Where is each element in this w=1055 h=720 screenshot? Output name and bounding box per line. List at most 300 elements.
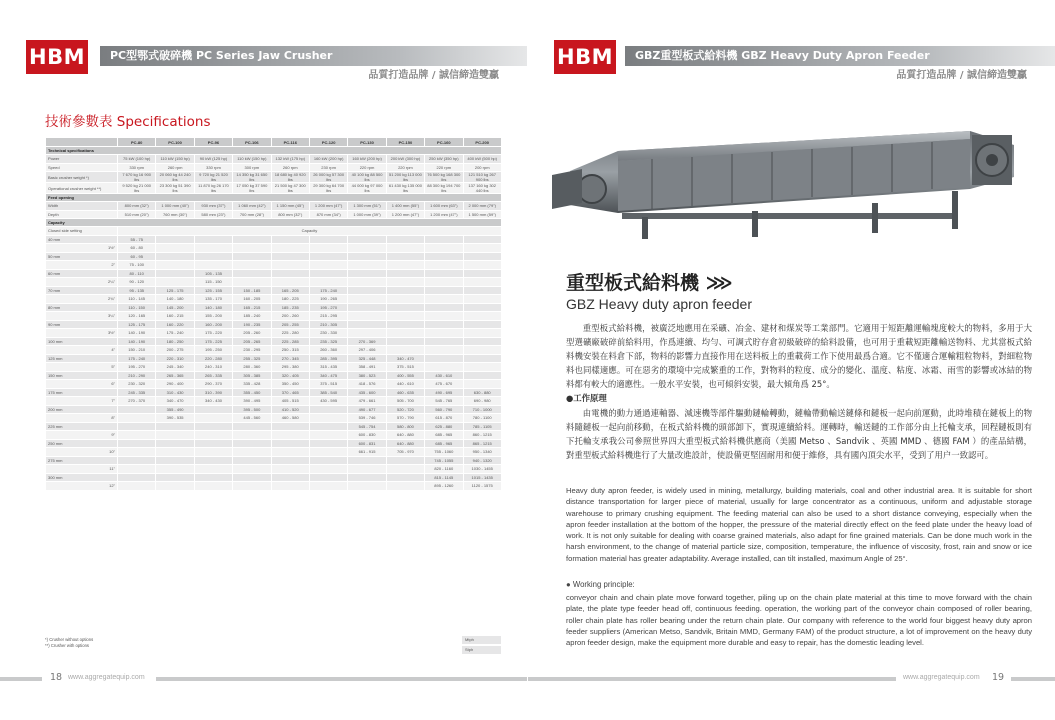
table-cell [463, 320, 501, 329]
table-cell: 410 - 520 [271, 405, 309, 414]
table-cell: 9 520 kg 21 000 lbs [118, 183, 156, 194]
table-cell [309, 439, 347, 448]
table-cell [463, 346, 501, 355]
table-cell: 430 - 595 [309, 397, 347, 406]
slogan: 品質打造品牌 / 誠信締造雙贏 [368, 70, 499, 81]
table-notes [45, 637, 93, 649]
table-cell: 290 - 370 [194, 380, 232, 389]
table-row [46, 388, 502, 397]
table-cell [118, 431, 156, 440]
table-cell [425, 235, 463, 244]
table-cell: 95 - 135 [118, 286, 156, 295]
table-cell [348, 329, 386, 338]
table-header-row [46, 138, 502, 147]
table-cell: 405 - 515 [271, 397, 309, 406]
table-cell [463, 329, 501, 338]
table-cell: 230 - 330 [309, 329, 347, 338]
row-label: 70 mm [46, 286, 118, 295]
table-cell: 479 - 661 [348, 397, 386, 406]
table-cell: 205 - 260 [233, 329, 271, 338]
hbm-logo: HBM [554, 40, 616, 74]
table-cell [348, 482, 386, 491]
table-cell [156, 278, 194, 287]
table-cell [271, 465, 309, 474]
table-cell: 160 kW (200 hp) [348, 155, 386, 164]
table-cell: 460 - 635 [386, 388, 424, 397]
en-paragraph-1: Heavy duty apron feeder, is widely used in mining, metallurgy, building materials, coal and other industrial area. It is suitable for short distance transportation for larger piece of material, usually for large concentrator as a continuous, uniform and adjustable storage warehouse to primary crushing equipment. The feeding material can also be used to a short distance conveying, especially when the apron feeder installation at the bottom of the hopper, the pressure of the material directly effect on the feed plate under the heavy load of work. It is not only suitable for dealing with coarse grained materials, also adapt for fine grained materials. Can be done much work in the harsh environment, to the change of material particle size, composition, temperature, the influence of viscosity, frost, rain and snow or ice formation material has greater adaptability. Average installed, can tilt installed, maximum Angle of 25°. [566, 486, 1032, 563]
table-cell: 940 - 1320 [463, 456, 501, 465]
table-cell: 150 - 210 [118, 346, 156, 355]
table-cell: 800 mm (32") [118, 202, 156, 211]
table-cell: 560 - 790 [425, 405, 463, 414]
table-cell: 155 - 200 [194, 312, 232, 321]
table-cell: 1030 - 1455 [463, 465, 501, 474]
table-cell [463, 295, 501, 304]
table-cell: 1 000 mm (40") [156, 202, 194, 211]
table-cell [194, 252, 232, 261]
table-cell: 23 300 kg 51 390 lbs [156, 183, 194, 194]
table-cell [194, 456, 232, 465]
table-cell [156, 465, 194, 474]
row-label: 50 mm [46, 252, 118, 261]
table-cell: 1 300 mm (51") [348, 202, 386, 211]
table-cell [425, 312, 463, 321]
table-cell: 185 - 240 [233, 312, 271, 321]
table-cell [425, 320, 463, 329]
table-cell [463, 303, 501, 312]
table-cell [118, 414, 156, 423]
table-cell [386, 473, 424, 482]
table-cell: 21 500 kg 47 300 lbs [271, 183, 309, 194]
table-cell [156, 261, 194, 270]
table-cell: 615 - 870 [425, 414, 463, 423]
table-cell [425, 252, 463, 261]
table-cell: 160 - 220 [156, 320, 194, 329]
table-cell: 330 rpm [118, 163, 156, 172]
table-cell [348, 269, 386, 278]
table-section-row [46, 194, 502, 202]
table-row [46, 172, 502, 183]
table-cell: 20 060 kg 44 240 lbs [156, 172, 194, 183]
table-cell: 18 680 kg 40 920 lbs [271, 172, 309, 183]
table-cell: 110 - 145 [118, 295, 156, 304]
table-section-row [46, 219, 502, 227]
table-cell: 220 - 280 [194, 354, 232, 363]
row-label: Power [46, 155, 118, 164]
table-cell: 165 - 205 [271, 286, 309, 295]
table-cell: 1 200 mm (47") [386, 210, 424, 219]
table-cell: 175 - 240 [156, 329, 194, 338]
table-cell: 460 - 580 [271, 414, 309, 423]
table-cell: 1 150 mm (45") [271, 202, 309, 211]
table-cell: 270 - 369 [348, 337, 386, 346]
section-label: Capacity [46, 219, 502, 227]
table-cell: 135 - 170 [194, 295, 232, 304]
table-cell: 545 - 765 [425, 397, 463, 406]
column-header: PC-80 [118, 138, 156, 147]
note-1: *) Crusher without options [45, 637, 94, 642]
table-cell: 195 - 250 [194, 346, 232, 355]
table-row [46, 261, 502, 270]
table-row [46, 405, 502, 414]
table-cell: 200 kW (300 hp) [386, 155, 424, 164]
table-cell [233, 439, 271, 448]
table-row [46, 329, 502, 338]
table-row [46, 202, 502, 211]
table-cell [156, 456, 194, 465]
table-cell: 1 060 mm (42") [233, 202, 271, 211]
row-label: 300 mm [46, 473, 118, 482]
table-cell: 340 - 470 [386, 354, 424, 363]
row-label: 6" [46, 380, 118, 389]
table-cell: 330 rpm [194, 163, 232, 172]
table-cell [118, 405, 156, 414]
table-row [46, 210, 502, 219]
row-label: 1½" [46, 244, 118, 253]
table-cell: 1 500 mm (59") [463, 210, 501, 219]
table-cell [233, 278, 271, 287]
row-label: 200 mm [46, 405, 118, 414]
table-row [46, 422, 502, 431]
table-cell: 137 160 kg 302 440 lbs [463, 183, 501, 194]
table-cell: 418 - 576 [348, 380, 386, 389]
table-cell: 160 - 200 [194, 320, 232, 329]
row-label: Width [46, 202, 118, 211]
table-cell: 235 - 325 [309, 337, 347, 346]
table-row [46, 456, 502, 465]
table-cell [463, 235, 501, 244]
header-bar: GBZ重型板式給料機 GBZ Heavy Duty Apron Feeder [625, 46, 1055, 66]
table-cell [233, 422, 271, 431]
table-cell: 310 - 430 [156, 388, 194, 397]
column-header-blank [46, 138, 118, 147]
table-cell: 200 - 275 [156, 346, 194, 355]
table-cell: 390 - 495 [233, 397, 271, 406]
table-cell: 175 - 220 [194, 329, 232, 338]
column-header: PC-160 [425, 138, 463, 147]
row-label: 175 mm [46, 388, 118, 397]
table-cell: 125 - 175 [156, 286, 194, 295]
row-label: 100 mm [46, 337, 118, 346]
table-cell [425, 286, 463, 295]
row-label: Operational crusher weight **) [46, 183, 118, 194]
note-2: **) Crusher with options [45, 643, 89, 648]
table-cell: 280 - 360 [233, 363, 271, 372]
table-cell [156, 439, 194, 448]
table-cell: 150 - 185 [233, 286, 271, 295]
table-cell [309, 473, 347, 482]
table-cell: 358 - 491 [348, 363, 386, 372]
footer-bar [528, 677, 896, 681]
left-page [0, 0, 527, 720]
table-cell [309, 269, 347, 278]
table-cell [309, 405, 347, 414]
table-cell: 355 - 490 [156, 405, 194, 414]
table-cell: 190 - 265 [309, 295, 347, 304]
table-cell [386, 465, 424, 474]
table-cell: 61 430 kg 135 000 lbs [386, 183, 424, 194]
table-cell [425, 354, 463, 363]
table-cell [309, 422, 347, 431]
table-cell: 17 050 kg 37 590 lbs [233, 183, 271, 194]
row-label: 125 mm [46, 354, 118, 363]
table-cell: 260 rpm [271, 163, 309, 172]
cn-paragraph-2: 由電機的動力通過連軸器、減速機等部件驅動鏈輪轉動，鏈輪帶動輸送鏈條和鏈板一起向前運動，此時堆積在鏈板上的物料隨鏈板一起向前移動，在板式給料機的頭部卸下，實現連續給料。運轉時，輸送鏈的工作部分由上托輪支承，回程鏈板則有下托輪支承我公司參照世界四大重型板式給料機供應商（美國 Metso 、Sandvik 、英國 MMD 、德國 FAM ）的產品結構，對重型板式給料機進行了大量改進設計，使設備更堅固耐用和便于維修，具有國內頂尖水平，受到了用户一致認可。 [566, 407, 1032, 460]
table-cell: 55 - 75 [118, 235, 156, 244]
table-cell [194, 235, 232, 244]
table-cell: 375 - 515 [309, 380, 347, 389]
table-cell [463, 380, 501, 389]
table-cell [194, 482, 232, 491]
table-cell: 140 - 180 [156, 295, 194, 304]
footer-url[interactable]: www.aggregatequip.com [903, 674, 980, 681]
table-cell: 640 - 880 [386, 439, 424, 448]
table-cell [309, 465, 347, 474]
table-cell [463, 371, 501, 380]
table-cell [156, 448, 194, 457]
table-cell: 1120 - 1575 [463, 482, 501, 491]
slogan: 品質打造品牌 / 誠信締造雙贏 [896, 70, 1027, 81]
table-cell [156, 252, 194, 261]
en-working-principle-heading: ● Working principle: [566, 580, 635, 589]
table-cell: 160 - 205 [233, 295, 271, 304]
table-cell: 285 - 395 [309, 354, 347, 363]
table-cell: 185 - 235 [271, 303, 309, 312]
table-cell [118, 448, 156, 457]
table-cell: 88 300 kg 194 700 lbs [425, 183, 463, 194]
table-cell [156, 244, 194, 253]
en-paragraph-2: conveyor chain and chain plate move forward together, piling up on the chain plate material at this time to move forward with the chain plate, the plate type feeder head off, continuous feeding. operation, the working part of the conveyor chain composed of roller bearing, roller chain plate has roller bearing under the return chain plate. Our company with reference to the world four biggest heavy duty apron feeder suppliers (American Metso, Sandvik, Britain MMD, Germany FAM) of the product structure, a lot of improvement on the heavy duty apron feeder design, make the equipment more durable and easy to repair, has the domestic leading level. [566, 593, 1032, 648]
table-row [46, 312, 502, 321]
table-cell [348, 303, 386, 312]
table-cell: 132 kW (175 hp) [271, 155, 309, 164]
table-cell: 76 500 kg 168 300 lbs [425, 172, 463, 183]
table-cell: 110 kW (150 hp) [156, 155, 194, 164]
table-cell: 305 - 385 [233, 371, 271, 380]
table-row [46, 227, 502, 236]
table-cell: 780 - 1100 [463, 414, 501, 423]
table-cell [118, 473, 156, 482]
table-cell [348, 465, 386, 474]
table-cell: 400 kW (500 hp) [463, 155, 501, 164]
table-cell: 180 - 225 [271, 295, 309, 304]
table-cell: 220 - 310 [156, 354, 194, 363]
table-cell [463, 278, 501, 287]
table-cell: 205 - 255 [271, 320, 309, 329]
table-row [46, 235, 502, 244]
page-number: 19 [992, 672, 1005, 683]
table-cell: 815 - 1145 [425, 473, 463, 482]
table-cell [194, 431, 232, 440]
table-cell [233, 456, 271, 465]
table-cell: 625 - 880 [425, 422, 463, 431]
table-cell: 245 - 340 [156, 363, 194, 372]
table-cell: 630 - 880 [463, 388, 501, 397]
table-cell [386, 337, 424, 346]
table-cell: 315 - 435 [309, 363, 347, 372]
table-cell: 705 - 970 [386, 448, 424, 457]
table-cell: 225 - 285 [271, 337, 309, 346]
table-cell: 895 - 1260 [425, 482, 463, 491]
table-cell [118, 422, 156, 431]
cn-description [566, 321, 1032, 462]
footer [528, 673, 1055, 685]
table-cell [271, 482, 309, 491]
table-row [46, 431, 502, 440]
table-cell: 180 - 250 [156, 337, 194, 346]
table-cell: 390 - 535 [156, 414, 194, 423]
table-row [46, 278, 502, 287]
row-label: 2¾" [46, 295, 118, 304]
table-cell: 355 - 450 [233, 388, 271, 397]
table-cell: 435 - 600 [348, 388, 386, 397]
table-cell: 539 - 746 [348, 414, 386, 423]
row-label: 60 mm [46, 269, 118, 278]
table-cell: 140 - 190 [118, 329, 156, 338]
table-cell [156, 431, 194, 440]
table-cell: 685 - 965 [425, 431, 463, 440]
table-row [46, 473, 502, 482]
table-cell: 760 mm (30") [156, 210, 194, 219]
table-cell [118, 456, 156, 465]
table-cell: 661 - 915 [348, 448, 386, 457]
table-cell: 600 - 830 [348, 431, 386, 440]
table-cell: 145 - 200 [156, 303, 194, 312]
table-cell: 220 rpm [425, 163, 463, 172]
table-cell: 175 - 240 [309, 286, 347, 295]
table-cell [463, 363, 501, 372]
table-row [46, 363, 502, 372]
table-cell: 755 - 1060 [425, 448, 463, 457]
table-cell: 250 kW (350 hp) [425, 155, 463, 164]
table-cell: 105 - 135 [194, 269, 232, 278]
table-cell: 110 - 150 [118, 303, 156, 312]
row-label: 90 mm [46, 320, 118, 329]
table-cell: 370 - 465 [271, 388, 309, 397]
row-label: 3¼" [46, 312, 118, 321]
table-row [46, 414, 502, 423]
table-body [46, 147, 502, 491]
table-cell [271, 244, 309, 253]
row-label: 2¼" [46, 278, 118, 287]
table-cell [425, 337, 463, 346]
table-cell [233, 261, 271, 270]
table-cell: 9 720 kg 21 520 lbs [194, 172, 232, 183]
table-cell [271, 439, 309, 448]
table-cell: 340 - 470 [156, 397, 194, 406]
unit-mtph: Mtph [462, 636, 501, 644]
table-cell [348, 261, 386, 270]
table-cell: 90 kW (125 hp) [194, 155, 232, 164]
table-cell: 545 - 754 [348, 422, 386, 431]
table-cell: 140 - 190 [118, 337, 156, 346]
section-label: Feed opening [46, 194, 502, 202]
row-label: Basic crusher weight *) [46, 172, 118, 183]
row-label: 225 mm [46, 422, 118, 431]
table-cell [156, 473, 194, 482]
table-cell: 121 510 kg 267 900 lbs [463, 172, 501, 183]
table-row [46, 482, 502, 491]
row-label: 9" [46, 431, 118, 440]
table-row [46, 346, 502, 355]
table-section-row [46, 147, 502, 155]
footer [0, 673, 527, 685]
cn-paragraph-1: 重型板式給料機，被廣泛地應用在采礦、冶金、建材和煤炭等工業部門。它適用于短距離運輸塊度較大的物料，多用于大型選礦廠破碎前給料用，作爲連續、均勻、可調式貯存倉初級破碎的給料設備，也可用于重載短距離輸送物料、尤其當板式給料機安裝在料倉下部，物料的影響力直接作用在送料板上的重載荷工作下使用最爲合適。它不僅適合運輸粗粒物料，對細粒物料也同樣適應。可在惡劣的環境中完成繁重的工作，對物料的粒度、成分的變化、溫度、粘度、冰霜、雨雪的影響或冰結的物料都有較大的適應性。一般水平安裝，也可傾斜安裝，最大傾角爲 25°。 [566, 323, 1032, 390]
table-cell [386, 456, 424, 465]
table-cell: 510 mm (20") [118, 210, 156, 219]
table-cell [425, 363, 463, 372]
table-cell: 60 - 95 [118, 252, 156, 261]
table-cell [386, 286, 424, 295]
table-cell [233, 252, 271, 261]
table-cell [233, 235, 271, 244]
table-cell: 310 - 390 [194, 388, 232, 397]
table-cell [156, 269, 194, 278]
table-cell: 215 - 295 [309, 312, 347, 321]
table-cell: 865 - 1215 [463, 439, 501, 448]
table-cell [425, 261, 463, 270]
table-cell [348, 295, 386, 304]
apron-feeder-image [552, 117, 1034, 247]
table-cell: 700 mm (28") [233, 210, 271, 219]
table-cell: 520 - 720 [386, 405, 424, 414]
table-row [46, 397, 502, 406]
footer-url[interactable]: www.aggregatequip.com [68, 674, 145, 681]
table-cell: 950 - 1340 [463, 448, 501, 457]
table-cell: 75 kW (100 hp) [118, 155, 156, 164]
table-cell: 210 - 290 [118, 371, 156, 380]
table-cell: 395 - 500 [233, 405, 271, 414]
footer-bar [156, 677, 527, 681]
table-cell [425, 244, 463, 253]
table-cell [463, 337, 501, 346]
table-cell [309, 456, 347, 465]
table-cell: 325 - 448 [348, 354, 386, 363]
table-cell: 40 100 kg 88 500 lbs [348, 172, 386, 183]
row-label: 11" [46, 465, 118, 474]
column-header: PC-150 [386, 138, 424, 147]
table-cell [271, 456, 309, 465]
table-cell [425, 303, 463, 312]
table-cell [463, 244, 501, 253]
table-cell: 160 kW (200 hp) [309, 155, 347, 164]
table-cell: 220 rpm [386, 163, 424, 172]
table-cell: 580 - 800 [386, 422, 424, 431]
table-cell: 745 - 1055 [425, 456, 463, 465]
table-cell [194, 261, 232, 270]
row-label: Closed side setting [46, 227, 118, 236]
cn-title: 重型板式給料機 ⋙ [566, 272, 733, 294]
table-cell: 120 - 165 [118, 312, 156, 321]
table-cell [386, 244, 424, 253]
table-cell: 2 000 mm (79") [463, 202, 501, 211]
table-cell: 240 - 310 [194, 363, 232, 372]
table-cell [194, 414, 232, 423]
table-cell: 230 rpm [309, 163, 347, 172]
table-cell: 295 - 380 [271, 363, 309, 372]
table-cell: 160 - 215 [156, 312, 194, 321]
table-row [46, 244, 502, 253]
table-cell [233, 482, 271, 491]
table-cell [425, 346, 463, 355]
table-cell: 320 - 405 [271, 371, 309, 380]
row-label: Depth [46, 210, 118, 219]
table-cell [271, 261, 309, 270]
row-label: 2" [46, 261, 118, 270]
row-label: 7" [46, 397, 118, 406]
table-cell [309, 448, 347, 457]
table-row [46, 295, 502, 304]
